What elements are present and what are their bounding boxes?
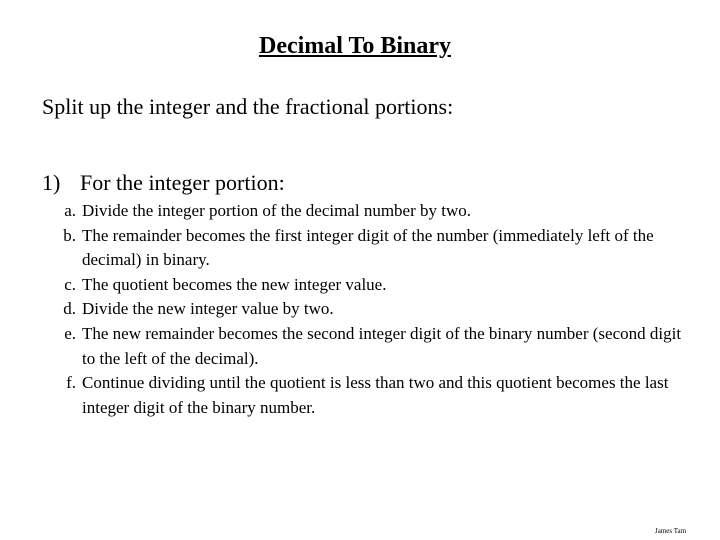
list-marker: f. bbox=[66, 373, 76, 393]
list-marker: e. bbox=[64, 323, 76, 343]
list-item-text: Continue dividing until the quotient is less than two and this quotient becomes the last integer digit of the binary number. bbox=[82, 373, 669, 417]
step-number: 1) bbox=[42, 170, 61, 195]
list-marker: c. bbox=[64, 274, 76, 294]
list-item bbox=[42, 199, 682, 224]
list-item bbox=[42, 322, 682, 371]
list-item-text: The new remainder becomes the second integer digit of the binary number (second digit to the left of the decimal). bbox=[82, 323, 682, 368]
list-item-text: The remainder becomes the first integer digit of the number (immediately left of the decimal) in binary. bbox=[82, 225, 654, 270]
intro-text: Split up the integer and the fractional portions: bbox=[42, 94, 454, 119]
list-marker: a. bbox=[64, 201, 76, 220]
sub-step-list bbox=[42, 199, 682, 420]
step-heading bbox=[42, 168, 285, 198]
list-item bbox=[42, 297, 682, 322]
slide-title: Decimal To Binary bbox=[258, 33, 451, 59]
list-item bbox=[42, 273, 682, 298]
list-marker: d. bbox=[63, 299, 76, 319]
step-label: For the integer portion: bbox=[80, 170, 285, 195]
author-credit: James Tam bbox=[655, 527, 687, 535]
list-item bbox=[42, 371, 682, 420]
list-marker: b. bbox=[63, 225, 76, 245]
list-item-text: Divide the integer portion of the decimal number by two. bbox=[82, 201, 472, 220]
list-item-text: Divide the new integer value by two. bbox=[82, 299, 334, 319]
list-item-text: The quotient becomes the new integer value. bbox=[82, 274, 387, 294]
list-item bbox=[42, 224, 682, 273]
